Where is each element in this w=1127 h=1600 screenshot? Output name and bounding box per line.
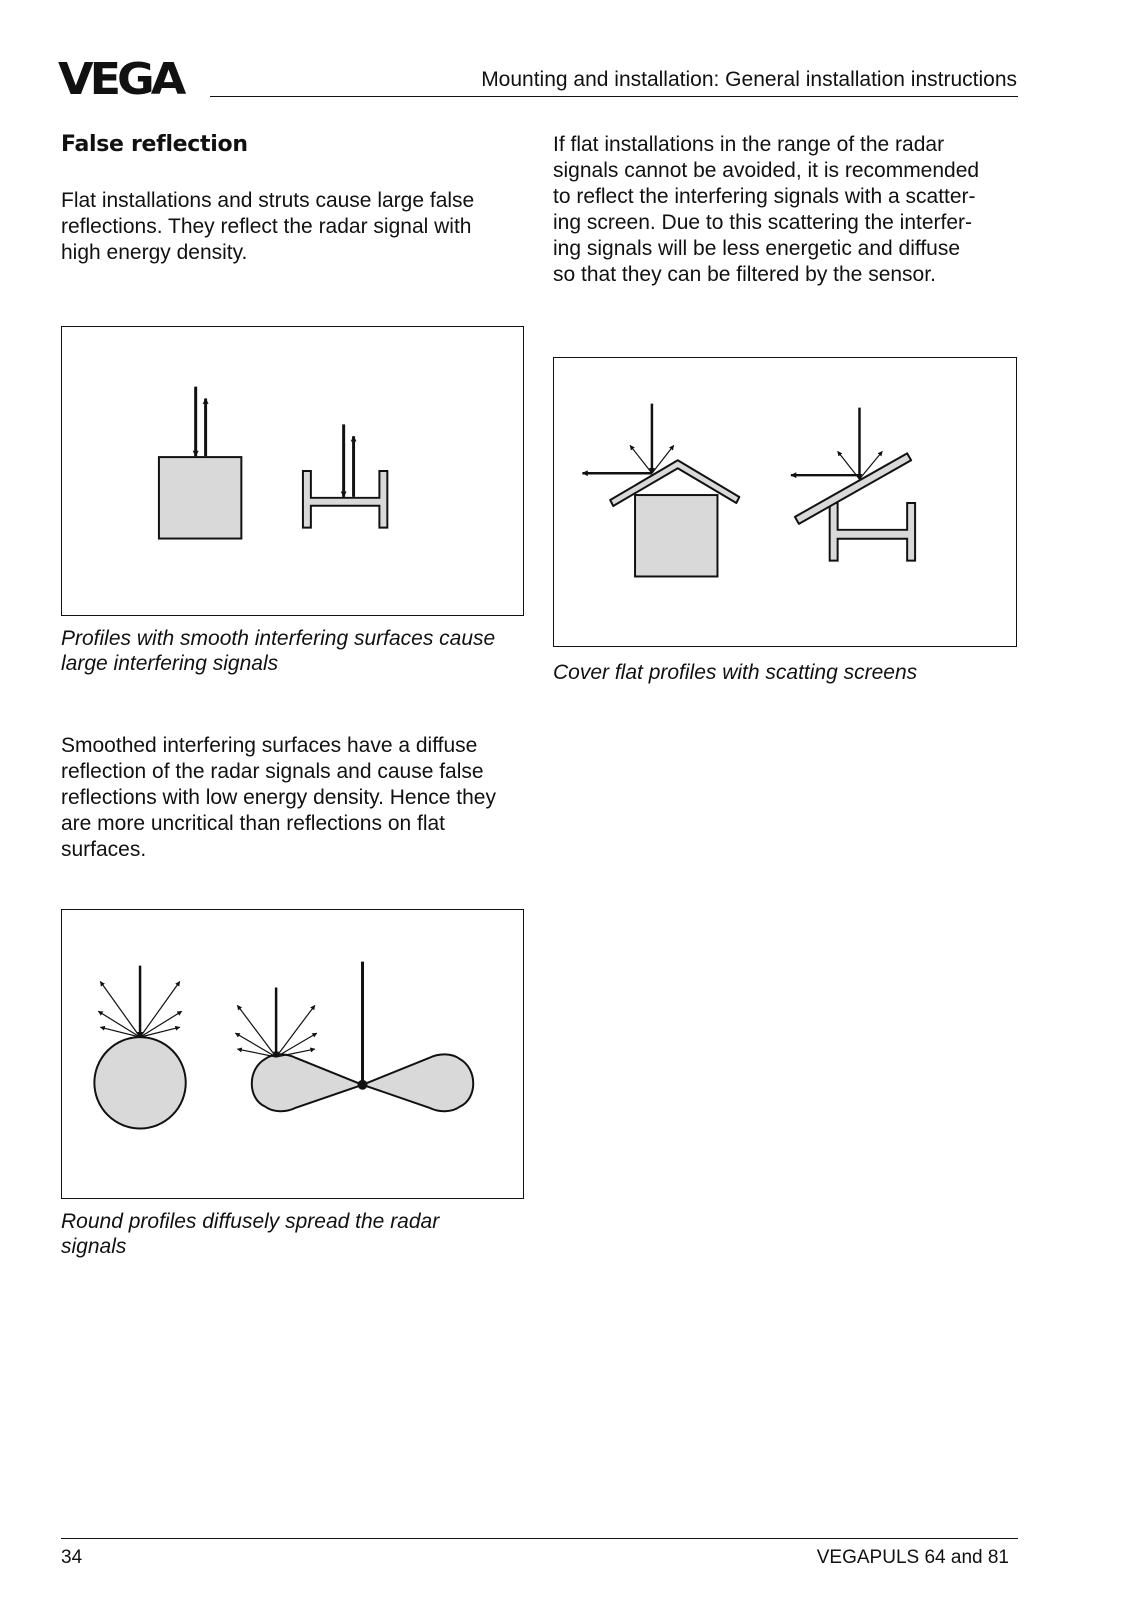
footer-divider xyxy=(61,1538,1018,1539)
figure-round-profiles-caption: Round profiles diffusely spread the radar signals xyxy=(61,1210,440,1258)
i-beam-profile-covered xyxy=(830,503,915,561)
paragraph-scattering-screen: If flat installations in the range of the radar signals cannot be avoided, it is recommended to reflect the interfering signals with a scatter- ing screen. Due to this scattering the interfer- ing signals will be less energetic and diffuse so that they can be filtered by the sensor. xyxy=(553,133,980,286)
page-number: 34 xyxy=(61,1547,83,1568)
figure-scattering-screens xyxy=(553,357,1017,647)
footer-product-name: VEGAPULS 64 and 81 xyxy=(816,1547,1009,1568)
round-profile xyxy=(94,1037,185,1128)
slanted-scattering-screen xyxy=(795,453,911,524)
header-divider xyxy=(210,96,1018,97)
figure-smooth-profiles xyxy=(61,326,524,616)
round-profiles-illustration xyxy=(62,910,523,1198)
figure-scattering-screens-caption: Cover flat profiles with scatting screens xyxy=(553,661,918,684)
section-title: False reflection xyxy=(61,132,248,157)
pivot-point xyxy=(358,1080,368,1090)
figure-round-profiles xyxy=(61,909,524,1199)
square-profile xyxy=(159,457,241,538)
scattering-screens-illustration xyxy=(554,358,1016,646)
header-title: Mounting and installation: General installation instructions xyxy=(481,68,1017,91)
paragraph-smoothed-surfaces: Smoothed interfering surfaces have a diffuse reflection of the radar signals and cause false reflections with low energy density. Hence they are more uncritical than reflections on flat surfaces. xyxy=(61,734,496,861)
smooth-profiles-illustration xyxy=(62,327,523,615)
vega-logo xyxy=(58,58,200,100)
svg-text:VEGA: VEGA xyxy=(58,58,183,100)
square-profile-covered xyxy=(635,495,717,576)
figure-smooth-profiles-caption: Profiles with smooth interfering surfaces cause large interfering signals xyxy=(61,627,496,675)
paragraph-flat-installations: Flat installations and struts cause large false reflections. They reflect the radar signal with high energy density. xyxy=(61,189,475,264)
